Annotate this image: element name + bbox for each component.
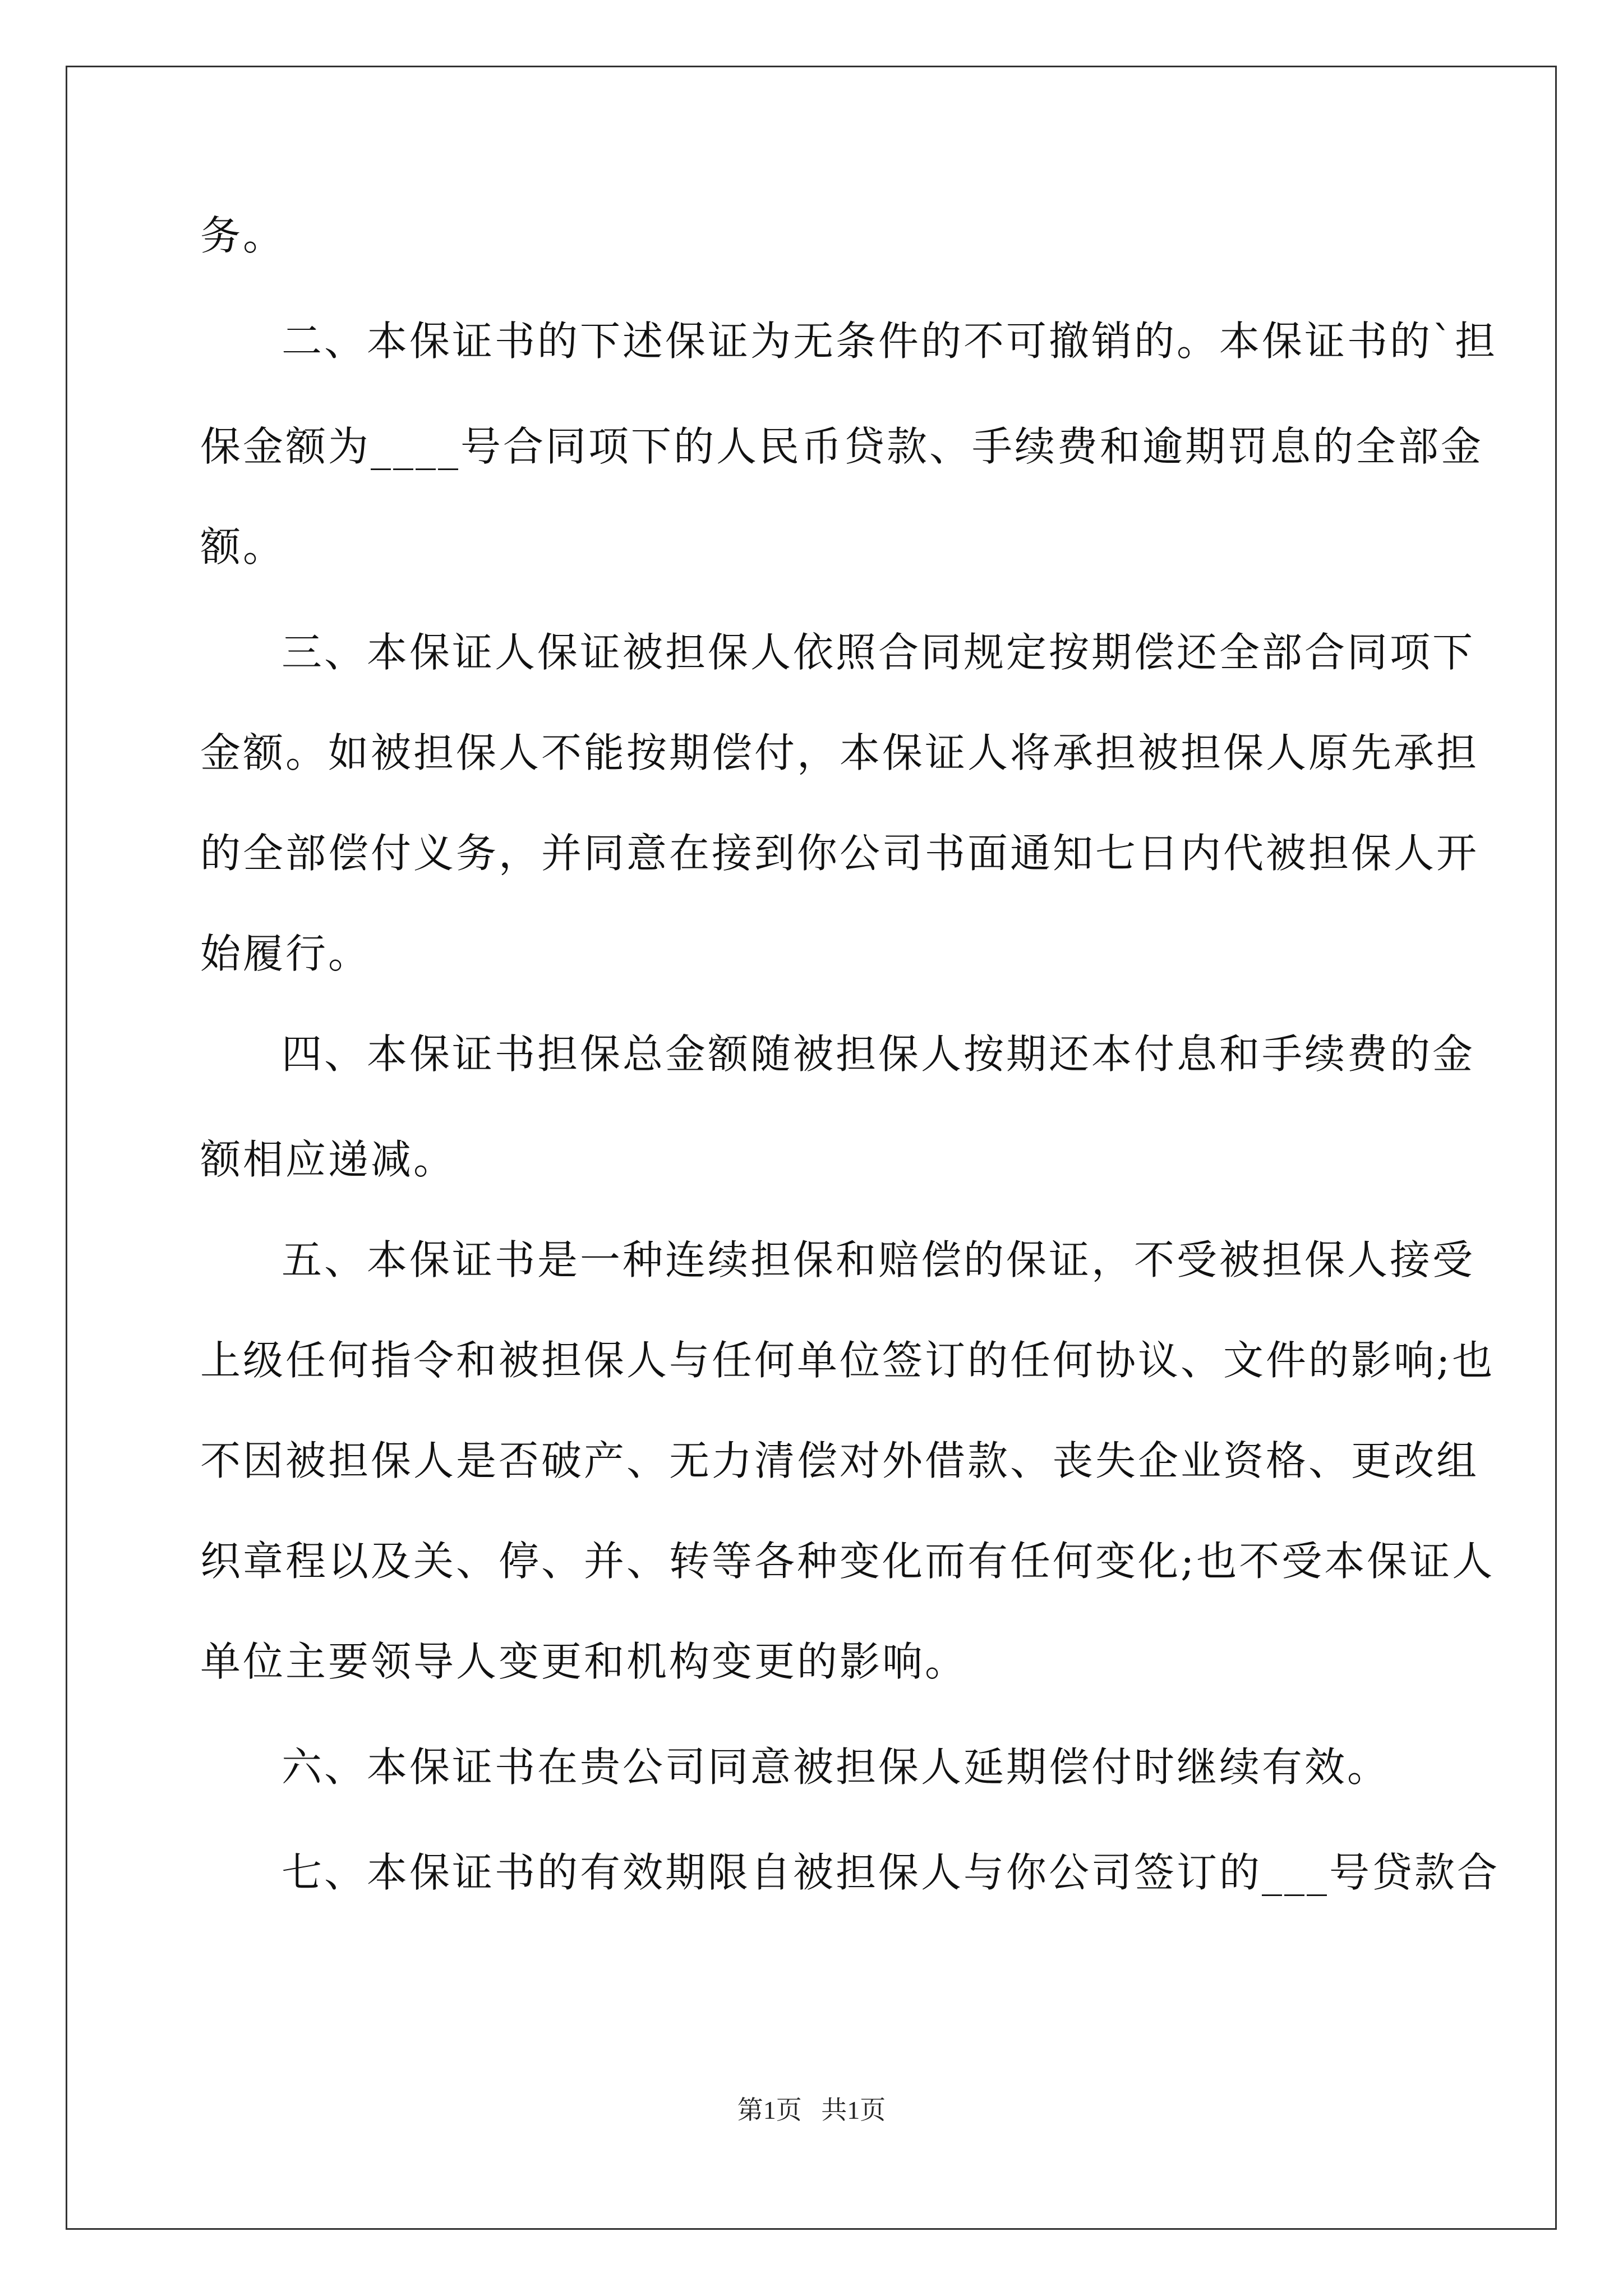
page-number-footer: 第1页 共1页	[737, 2096, 886, 2124]
text-line: 四、本保证书担保总金额随被担保人按期还本付息和手续费的金	[282, 1030, 1476, 1078]
text-line: 的全部偿付义务，并同意在接到你公司书面通知七日内代被担保人开	[200, 830, 1479, 877]
text-line: 三、本保证人保证被担保人依照合同规定按期偿还全部合同项下	[282, 629, 1476, 676]
text-line: 额。	[200, 523, 286, 570]
text-line: 额相应递减。	[200, 1136, 457, 1183]
text-line: 二、本保证书的下述保证为无条件的不可撤销的。本保证书的`担	[282, 318, 1498, 365]
text-line: 六、本保证书在贵公司同意被担保人延期偿付时继续有效。	[282, 1743, 1390, 1791]
text-line: 织章程以及关、停、并、转等各种变化而有任何变化;也不受本保证人	[200, 1538, 1495, 1585]
text-line: 七、本保证书的有效期限自被担保人与你公司签订的___号贷款合	[282, 1849, 1500, 1896]
text-line: 务。	[200, 212, 286, 259]
text-line: 单位主要领导人变更和机构变更的影响。	[200, 1638, 968, 1685]
text-line: 不因被担保人是否破产、无力清偿对外借款、丧失企业资格、更改组	[200, 1437, 1479, 1484]
text-line: 五、本保证书是一种连续担保和赔偿的保证，不受被担保人接受	[282, 1236, 1476, 1283]
text-line: 始履行。	[200, 930, 371, 977]
text-line: 上级任何指令和被担保人与任何单位签订的任何协议、文件的影响;也	[200, 1337, 1495, 1384]
text-line: 金额。如被担保人不能按期偿付，本保证人将承担被担保人原先承担	[200, 729, 1479, 776]
text-line: 保金额为____号合同项下的人民币贷款、手续费和逾期罚息的全部金	[200, 423, 1484, 470]
